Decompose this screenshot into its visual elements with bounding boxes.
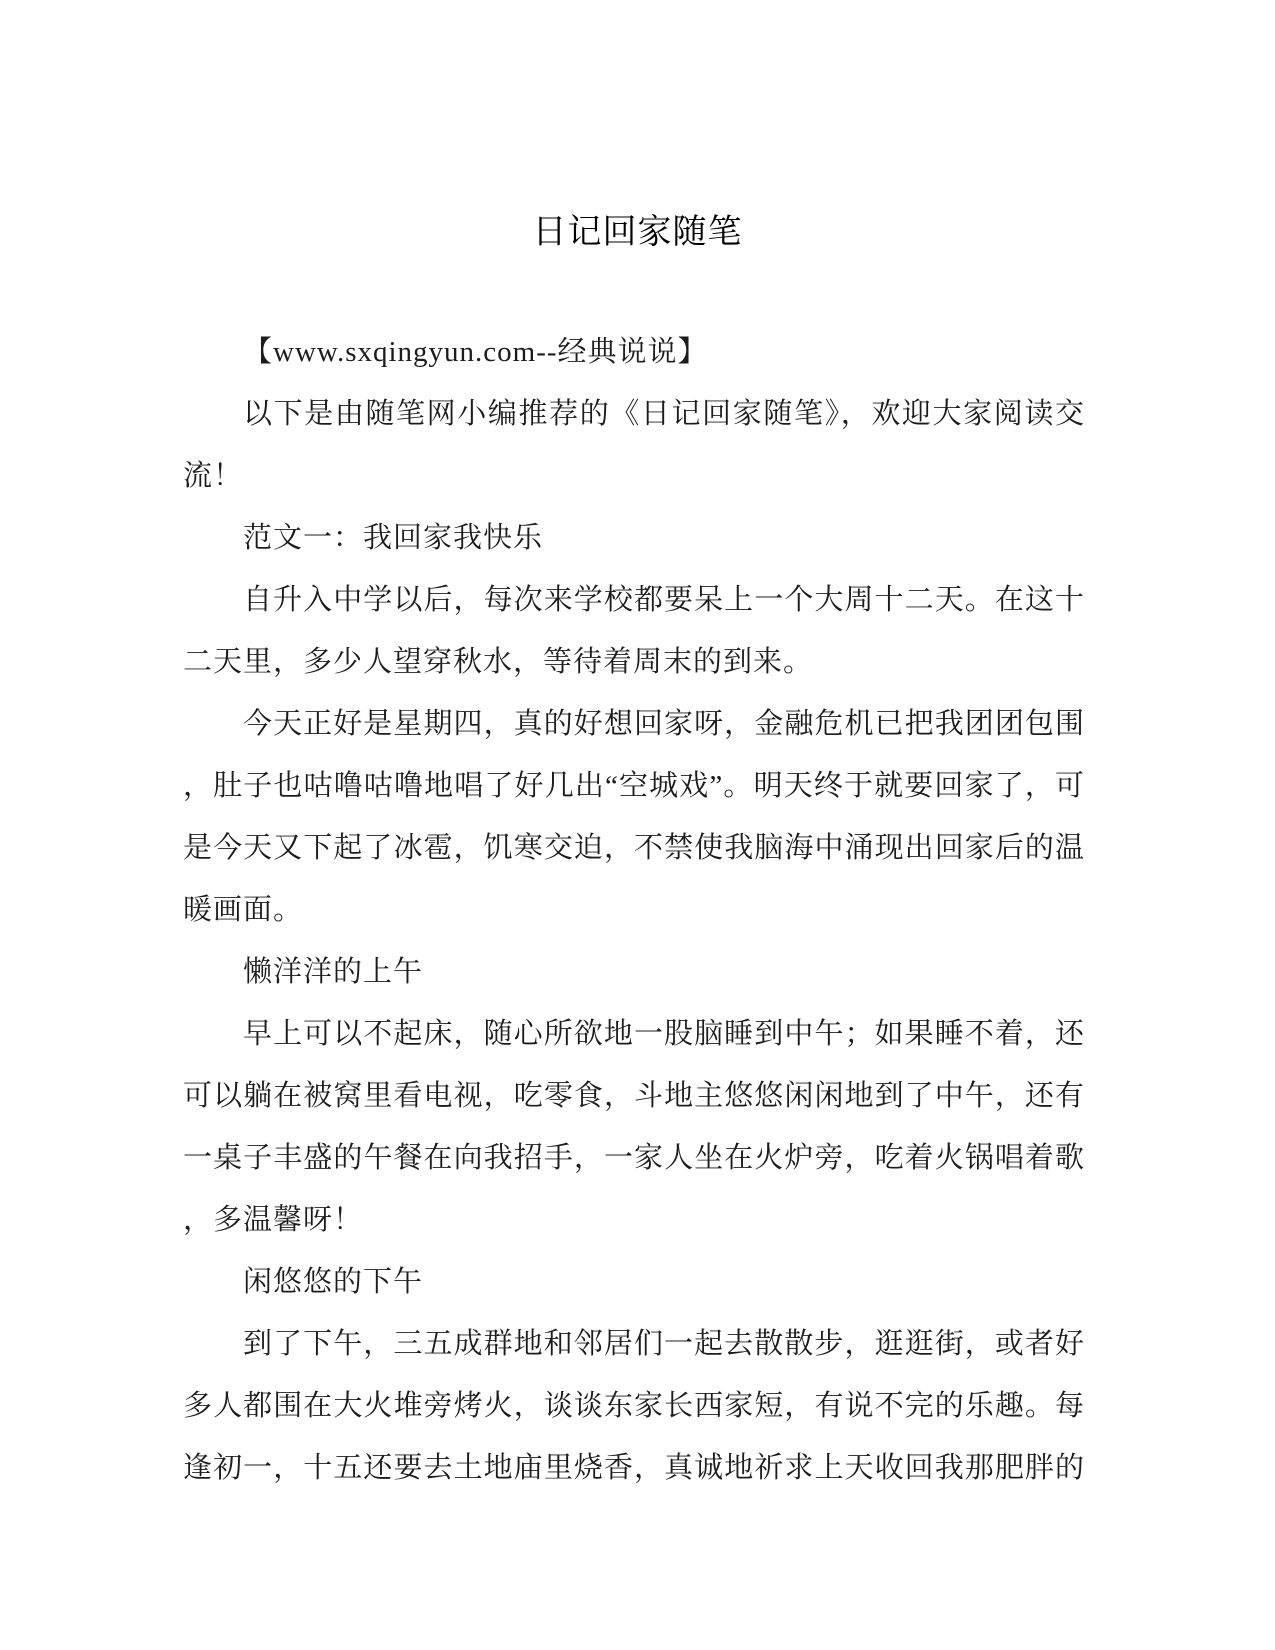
para3-line4: ，多温馨呀！ — [183, 1204, 364, 1236]
para2-line3: 是今天又下起了冰雹，饥寒交迫，不禁使我脑海中涌现出回家后的温 — [183, 832, 1085, 864]
para3-line1: 早上可以不起床，随心所欲地一股脑睡到中午；如果睡不着，还 — [243, 1018, 1085, 1050]
para2-line2: ，肚子也咕噜咕噜地唱了好几出“空城戏”。明天终于就要回家了，可 — [183, 770, 1085, 802]
intro-line-2: 流！ — [183, 460, 244, 492]
intro-line-1: 以下是由随笔网小编推荐的《日记回家随笔》，欢迎大家阅读交 — [243, 398, 1085, 430]
para4-line2: 多人都围在大火堆旁烤火，谈谈东家长西家短，有说不完的乐趣。每 — [183, 1390, 1085, 1422]
para1-line2: 二天里，多少人望穿秋水，等待着周末的到来。 — [183, 646, 814, 678]
document-title: 日记回家随笔 — [532, 213, 743, 251]
para3-line2: 可以躺在被窝里看电视，吃零食，斗地主悠悠闲闲地到了中午，还有 — [183, 1080, 1085, 1112]
para2-line1: 今天正好是星期四，真的好想回家呀，金融危机已把我团团包围 — [243, 708, 1085, 740]
source-watermark-line: 【www.sxqingyun.com--经典说说】 — [243, 336, 708, 368]
para3-line3: 一桌子丰盛的午餐在向我招手，一家人坐在火炉旁，吃着火锅唱着歌 — [183, 1142, 1085, 1174]
para2-line4: 暖画面。 — [183, 894, 304, 926]
essay-one-heading: 范文一：我回家我快乐 — [243, 522, 544, 554]
document-body — [183, 321, 1085, 1499]
para1-line1: 自升入中学以后，每次来学校都要呆上一个大周十二天。在这十 — [243, 584, 1085, 616]
subheading-morning: 懒洋洋的上午 — [243, 956, 424, 988]
para4-line3: 逢初一，十五还要去土地庙里烧香，真诚地祈求上天收回我那肥胖的 — [183, 1452, 1085, 1484]
para4-line1: 到了下午，三五成群地和邻居们一起去散散步，逛逛街，或者好 — [243, 1328, 1085, 1360]
subheading-afternoon: 闲悠悠的下午 — [243, 1266, 424, 1298]
